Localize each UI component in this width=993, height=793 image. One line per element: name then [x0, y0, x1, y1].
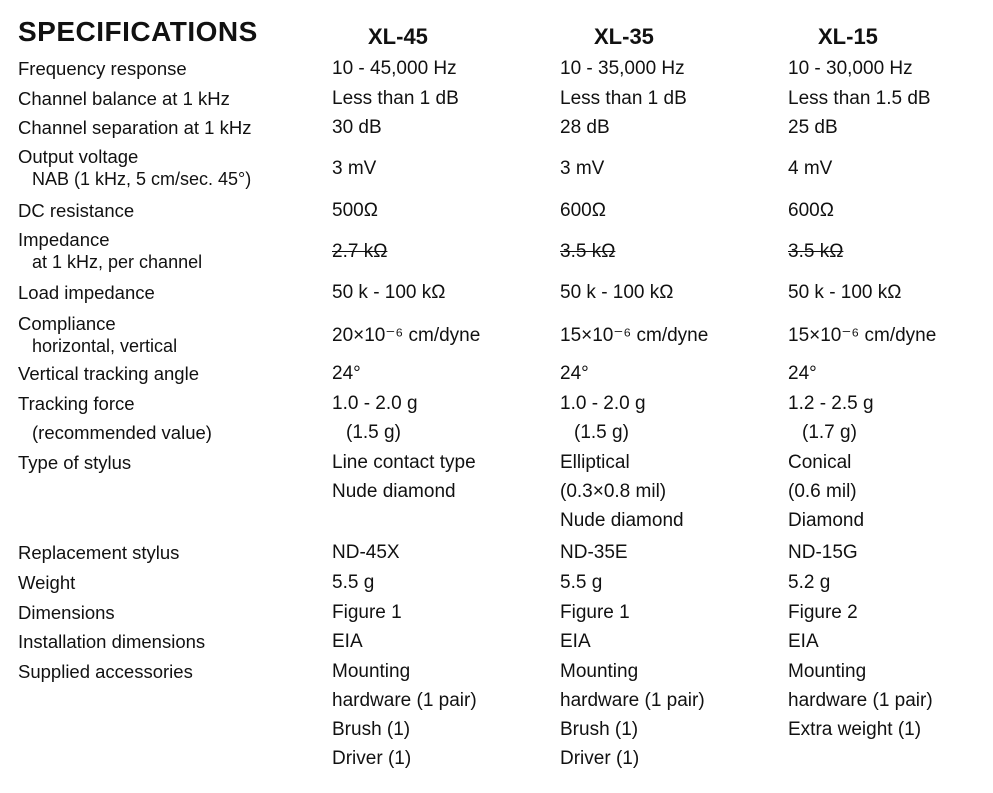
spec-label — [18, 448, 131, 477]
spec-value-line: 500Ω — [332, 200, 378, 221]
spec-value — [788, 321, 936, 350]
spec-value-line: Elliptical — [560, 452, 630, 473]
spec-value — [788, 54, 913, 83]
spec-value — [560, 321, 708, 350]
spec-value-line: Less than 1.5 dB — [788, 88, 931, 109]
spec-value — [332, 278, 445, 307]
spec-value-line: Mounting — [560, 661, 639, 682]
spec-value — [560, 196, 606, 225]
spec-value-line: 3.5 kΩ — [560, 241, 616, 262]
spec-value-line: Diamond — [788, 510, 865, 531]
spec-value-line: 1.0 - 2.0 g — [560, 393, 646, 414]
spec-value — [332, 657, 477, 773]
spec-value — [788, 568, 830, 597]
spec-value-line: 25 dB — [788, 117, 838, 138]
spec-value-line: EIA — [788, 631, 819, 652]
spec-value-line: Driver (1) — [332, 748, 412, 769]
spec-value — [788, 627, 819, 656]
spec-value-line: Conical — [788, 452, 852, 473]
spec-value-line: 5.5 g — [560, 572, 603, 593]
spec-label — [18, 84, 230, 113]
spec-value-line: 5.5 g — [332, 572, 375, 593]
spec-value-line: 3 mV — [560, 158, 605, 179]
spec-label — [18, 229, 202, 273]
model-header-xl15: XL-15 — [818, 24, 878, 49]
spec-value — [332, 154, 376, 183]
spec-value-line: Driver (1) — [560, 748, 640, 769]
spec-label-line: Tracking force — [18, 393, 135, 414]
spec-label — [18, 598, 115, 627]
spec-value-line: 10 - 30,000 Hz — [788, 58, 913, 79]
spec-value-line: (1.5 g) — [574, 422, 629, 443]
spec-label — [18, 313, 177, 357]
spec-label-line: Channel balance at 1 kHz — [18, 88, 230, 109]
spec-value — [560, 627, 591, 656]
spec-value-line: 4 mV — [788, 158, 833, 179]
spec-value-line: 5.2 g — [788, 572, 831, 593]
spec-value-line: Less than 1 dB — [560, 88, 687, 109]
spec-label-line: Replacement stylus — [18, 542, 180, 563]
spec-value — [560, 568, 602, 597]
spec-value-line: ND-15G — [788, 542, 858, 563]
page-title: SPECIFICATIONS — [18, 16, 258, 47]
spec-value — [332, 598, 402, 627]
spec-value-line: EIA — [332, 631, 363, 652]
spec-value-line: 24° — [788, 363, 817, 384]
spec-value-line: 24° — [332, 363, 361, 384]
spec-value-line: Figure 2 — [788, 602, 858, 623]
spec-value — [788, 538, 858, 567]
spec-value — [788, 84, 931, 113]
spec-label-line: Weight — [18, 572, 76, 593]
spec-value-line: 50 k - 100 kΩ — [332, 282, 446, 303]
spec-value — [560, 598, 630, 627]
spec-value-line: 30 dB — [332, 117, 382, 138]
spec-label-line: Compliance — [18, 313, 116, 334]
spec-value-line: Nude diamond — [560, 510, 684, 531]
spec-value — [788, 278, 901, 307]
spec-value-line: hardware (1 pair) — [332, 690, 477, 711]
spec-value — [332, 568, 374, 597]
spec-value-line: Figure 1 — [332, 602, 402, 623]
spec-label — [18, 54, 187, 83]
spec-value — [332, 84, 459, 113]
spec-label-line: NAB (1 kHz, 5 cm/sec. 45°) — [32, 169, 252, 189]
model-header-xl45: XL-45 — [368, 24, 428, 49]
spec-label-line: Installation dimensions — [18, 631, 206, 652]
spec-value — [788, 598, 858, 627]
spec-value — [560, 389, 646, 447]
spec-label-line: (recommended value) — [32, 422, 212, 443]
spec-value-line: 50 k - 100 kΩ — [788, 282, 902, 303]
spec-value — [560, 84, 687, 113]
spec-value-line: Less than 1 dB — [332, 88, 459, 109]
spec-value — [560, 278, 673, 307]
spec-value-line: Brush (1) — [332, 719, 411, 740]
spec-value — [332, 448, 476, 506]
spec-label — [18, 113, 251, 142]
spec-label-line: Channel separation at 1 kHz — [18, 117, 252, 138]
spec-value-line: ND-35E — [560, 542, 628, 563]
spec-value — [560, 54, 685, 83]
spec-value-line: 20×10⁻⁶ cm/dyne — [332, 325, 481, 346]
spec-value-line: (0.3×0.8 mil) — [560, 481, 667, 502]
spec-label — [18, 196, 134, 225]
spec-value-line: ND-45X — [332, 542, 400, 563]
spec-value-line: 3.5 kΩ — [788, 241, 844, 262]
spec-value — [788, 196, 834, 225]
spec-value — [788, 359, 817, 388]
spec-value — [332, 237, 387, 266]
spec-value — [332, 196, 378, 225]
spec-label — [18, 568, 75, 597]
spec-label — [18, 359, 199, 388]
spec-value — [332, 359, 361, 388]
spec-value-line: hardware (1 pair) — [560, 690, 705, 711]
spec-value-line: 50 k - 100 kΩ — [560, 282, 674, 303]
spec-value — [788, 448, 864, 535]
spec-value-line: 10 - 45,000 Hz — [332, 58, 457, 79]
spec-label — [18, 657, 193, 686]
spec-value — [332, 54, 457, 83]
spec-value — [788, 389, 874, 447]
spec-value-line: Extra weight (1) — [788, 719, 922, 740]
spec-value-line: 10 - 35,000 Hz — [560, 58, 685, 79]
spec-label — [18, 278, 155, 307]
spec-value-line: 600Ω — [560, 200, 606, 221]
spec-value — [788, 154, 832, 183]
spec-value-line: (1.5 g) — [346, 422, 401, 443]
spec-value — [332, 627, 363, 656]
spec-label-line: Output voltage — [18, 146, 139, 167]
spec-value-line: 1.2 - 2.5 g — [788, 393, 874, 414]
spec-value — [788, 237, 843, 266]
spec-value — [332, 113, 382, 142]
spec-label-line: DC resistance — [18, 200, 135, 221]
spec-value-line: 2.7 kΩ — [332, 241, 388, 262]
spec-value-line: Brush (1) — [560, 719, 639, 740]
spec-value-line: 600Ω — [788, 200, 834, 221]
spec-label-line: Supplied accessories — [18, 661, 193, 682]
spec-value-line: Mounting — [788, 661, 867, 682]
spec-label — [18, 146, 251, 190]
spec-value-line: Mounting — [332, 661, 411, 682]
spec-value-line: 15×10⁻⁶ cm/dyne — [560, 325, 709, 346]
spec-label-line: Load impedance — [18, 282, 155, 303]
spec-value — [560, 237, 615, 266]
spec-value-line: (0.6 mil) — [788, 481, 857, 502]
spec-value-line: (1.7 g) — [802, 422, 857, 443]
spec-label — [18, 627, 205, 656]
spec-value — [788, 113, 838, 142]
spec-value — [332, 538, 400, 567]
spec-label-line: at 1 kHz, per channel — [32, 252, 203, 272]
spec-value-line: Figure 1 — [560, 602, 630, 623]
spec-value — [560, 359, 589, 388]
spec-label-line: Vertical tracking angle — [18, 363, 199, 384]
spec-value-line: 3 mV — [332, 158, 377, 179]
spec-label — [18, 389, 212, 447]
spec-value — [560, 154, 604, 183]
spec-label-line: Impedance — [18, 229, 110, 250]
spec-value — [560, 538, 628, 567]
spec-value-line: 24° — [560, 363, 589, 384]
spec-label-line: Frequency response — [18, 58, 187, 79]
spec-value-line: Line contact type — [332, 452, 476, 473]
spec-value-line: 28 dB — [560, 117, 610, 138]
spec-value-line: Nude diamond — [332, 481, 456, 502]
spec-label-line: Dimensions — [18, 602, 115, 623]
spec-value — [332, 389, 418, 447]
spec-value — [560, 448, 684, 535]
model-header-xl35: XL-35 — [594, 24, 654, 49]
spec-label-line: Type of stylus — [18, 452, 132, 473]
spec-value — [332, 321, 480, 350]
spec-value-line: 1.0 - 2.0 g — [332, 393, 418, 414]
spec-value — [560, 113, 610, 142]
spec-label-line: horizontal, vertical — [32, 336, 178, 356]
spec-value-line: 15×10⁻⁶ cm/dyne — [788, 325, 937, 346]
spec-value — [560, 657, 705, 773]
spec-label — [18, 538, 179, 567]
spec-value-line: hardware (1 pair) — [788, 690, 933, 711]
spec-value-line: EIA — [560, 631, 591, 652]
spec-value — [788, 657, 933, 744]
